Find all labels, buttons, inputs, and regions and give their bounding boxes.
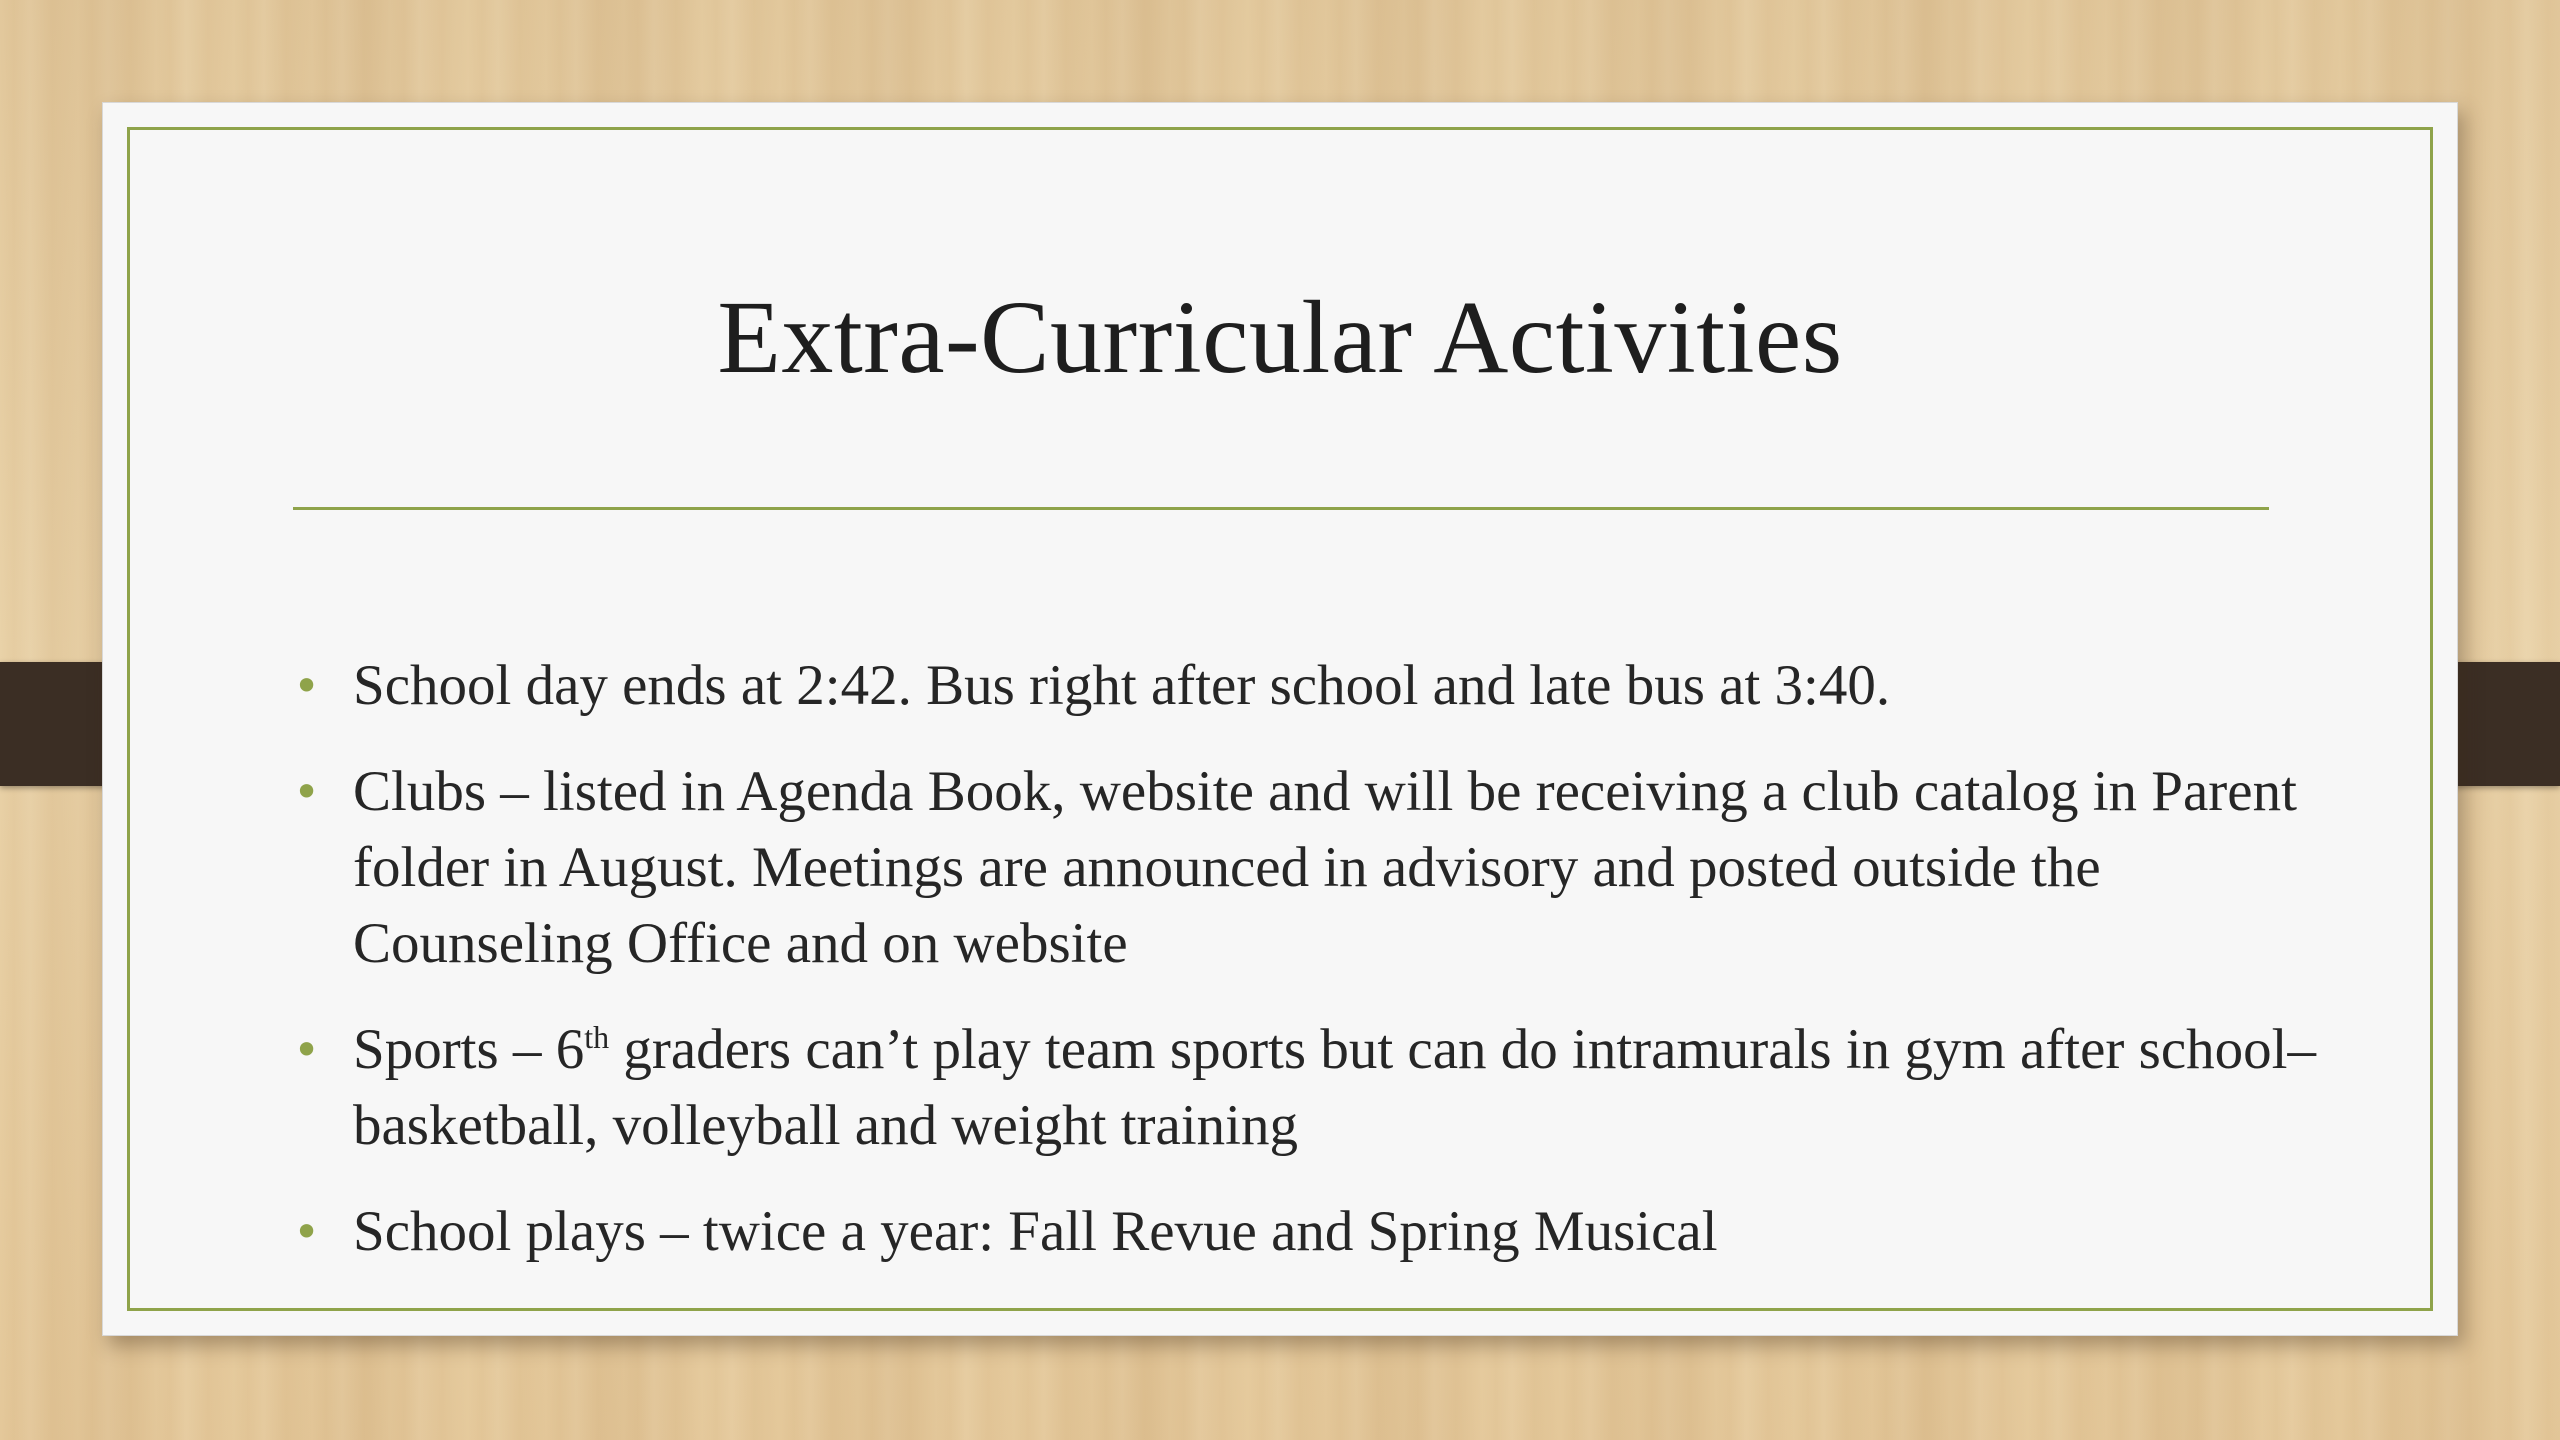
bullet-dot-icon: • bbox=[293, 765, 321, 819]
bullet-dot-icon: • bbox=[293, 659, 321, 713]
list-item bbox=[293, 1194, 2323, 1270]
list-item bbox=[293, 1012, 2323, 1164]
bullet-text: School plays – twice a year: Fall Revue and Spring Musical bbox=[353, 1200, 1718, 1263]
bullet-text-end: graders can’t play team sports but can do intramurals in gym after school– basketball, volleyball and weight training bbox=[353, 1018, 2316, 1157]
title-divider bbox=[293, 507, 2269, 510]
slide-title: Extra-Curricular Activities bbox=[717, 280, 1843, 395]
bullet-text: Clubs – listed in Agenda Book, website and will be receiving a club catalog in Parent folder in August. Meetings are announced in advisory and posted outside the Counseling Office and on website bbox=[353, 760, 2297, 975]
bullet-text: School day ends at 2:42. Bus right after school and late bus at 3:40. bbox=[353, 654, 1891, 717]
bullet-dot-icon: • bbox=[293, 1205, 321, 1259]
bullet-dot-icon: • bbox=[293, 1023, 321, 1077]
ordinal-suffix: th bbox=[584, 1019, 610, 1055]
bullet-list bbox=[293, 648, 2323, 1300]
list-item bbox=[293, 648, 2323, 724]
slide bbox=[102, 102, 2458, 1336]
bullet-text-start: Sports – 6 bbox=[353, 1018, 585, 1081]
list-item bbox=[293, 754, 2323, 982]
bullet-text bbox=[353, 1018, 2316, 1157]
